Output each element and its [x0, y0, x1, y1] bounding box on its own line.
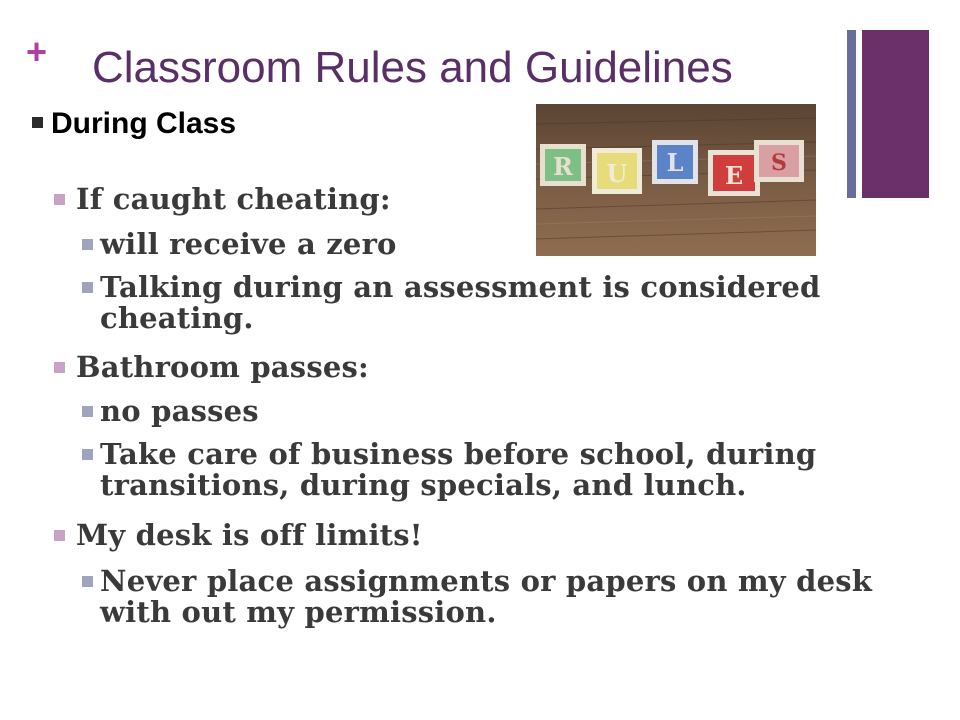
rule-subitem-text: Talking during an assessment is considered cheating.: [100, 270, 821, 335]
bullet-icon: [82, 449, 93, 460]
block-e: [708, 150, 760, 196]
decorative-bar-thin: [847, 30, 856, 198]
bullet-icon: [82, 406, 93, 417]
section-heading-label: During Class: [51, 107, 237, 140]
bullet-icon: [54, 362, 65, 373]
bullet-icon: [54, 194, 65, 205]
section-heading: [32, 106, 236, 142]
bullet-icon: [32, 117, 43, 128]
rule-item: [54, 520, 474, 551]
rule-subitem: [82, 439, 922, 501]
plus-icon: +: [26, 31, 48, 72]
rule-subitem-text: no passes: [100, 394, 259, 428]
rule-subitem-text: Never place assignments or papers on my desk with out my permission.: [100, 564, 873, 629]
block-r: [540, 144, 586, 186]
rule-label: My desk is off limits!: [76, 518, 423, 552]
bullet-icon: [82, 576, 93, 587]
bullet-icon: [54, 530, 65, 541]
rule-subitem-text: Take care of business before school, during transitions, during specials, and lunch.: [100, 437, 817, 502]
rule-item: [54, 184, 474, 215]
rule-subitem: [82, 566, 922, 628]
slide-title: Classroom Rules and Guidelines: [92, 43, 733, 92]
block-letter: L: [666, 148, 684, 177]
rule-subitem: [82, 396, 922, 427]
block-letter: U: [606, 159, 628, 188]
decorative-bar-thick: [862, 30, 929, 198]
block-letter: R: [553, 152, 573, 181]
rule-subitem: [82, 229, 922, 260]
rule-subitem: [82, 272, 922, 334]
block-s: [754, 140, 804, 182]
rule-label: Bathroom passes:: [76, 350, 369, 384]
bullet-icon: [82, 239, 93, 250]
bullet-icon: [82, 282, 93, 293]
block-letter: S: [771, 150, 787, 176]
block-u: [592, 148, 642, 194]
block-l: [652, 140, 698, 184]
rule-item: [54, 352, 474, 383]
rule-label: If caught cheating:: [76, 182, 391, 216]
rule-subitem-text: will receive a zero: [100, 227, 397, 261]
block-letter: E: [724, 161, 744, 190]
